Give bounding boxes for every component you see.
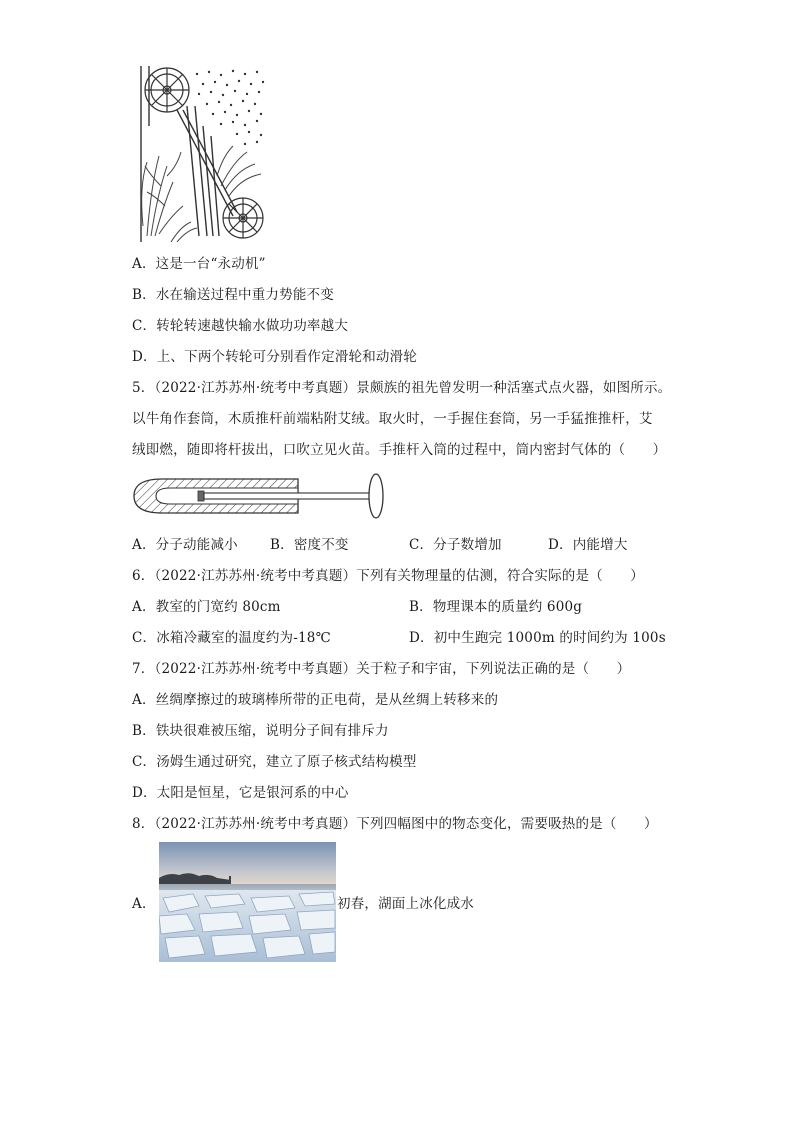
q7-option-c: C．汤姆生通过研究，建立了原子核式结构模型 — [132, 754, 417, 770]
q5-option-c: C．分子数增加 — [409, 537, 502, 553]
q5-option-b: B．密度不变 — [270, 537, 349, 553]
q5-stem-line-1: 5．（2022·江苏苏州·统考中考真题）景颇族的祖先曾发明一种活塞式点火器，如图所示。 — [132, 380, 672, 396]
piston-igniter-figure — [132, 472, 388, 520]
q6-option-c: C．冰箱冷藏室的温度约为-18℃ — [132, 630, 331, 646]
q8-stem: 8．（2022·江苏苏州·统考中考真题）下列四幅图中的物态变化，需要吸热的是（ ） — [132, 816, 658, 832]
q4-option-c: C．转轮转速越快输水做功功率越大 — [132, 318, 349, 334]
q5-option-a: A．分子动能减小 — [132, 537, 238, 553]
q7-option-d: D．太阳是恒星，它是银河系的中心 — [132, 785, 349, 801]
q4-option-d: D．上、下两个转轮可分别看作定滑轮和动滑轮 — [132, 349, 418, 365]
q6-option-b: B．物理课本的质量约 600g — [409, 599, 583, 615]
q4-option-a: A．这是一台“永动机” — [132, 256, 266, 272]
q4-option-b: B．水在输送过程中重力势能不变 — [132, 287, 334, 303]
q6-option-d: D．初中生跑完 1000m 的时间约为 100s — [409, 630, 666, 646]
water-wheel-figure — [137, 66, 267, 242]
q8-option-a-letter: A． — [132, 896, 156, 912]
q7-stem: 7．（2022·江苏苏州·统考中考真题）关于粒子和宇宙，下列说法正确的是（ ） — [132, 661, 631, 677]
q6-option-a: A．教室的门宽约 80cm — [132, 599, 281, 615]
q5-stem-line-3: 绒即燃，随即将杆拔出，口吹立见火苗。手推杆入筒的过程中，筒内密封气体的（ ） — [132, 442, 667, 458]
q5-option-d: D．内能增大 — [548, 537, 628, 553]
q6-stem: 6．（2022·江苏苏州·统考中考真题）下列有关物理量的估测，符合实际的是（ ） — [132, 568, 644, 584]
q7-option-a: A．丝绸摩擦过的玻璃棒所带的正电荷，是从丝绸上转移来的 — [132, 692, 499, 708]
q7-option-b: B．铁块很难被压缩，说明分子间有排斥力 — [132, 723, 389, 739]
q5-stem-line-2: 以牛角作套筒，木质推杆前端粘附艾绒。取火时，一手握住套筒，另一手猛推推杆，艾 — [132, 411, 653, 427]
melting-ice-lake-photo — [159, 842, 336, 962]
q8-option-a-caption: 初春，湖面上冰化成水 — [337, 896, 474, 912]
